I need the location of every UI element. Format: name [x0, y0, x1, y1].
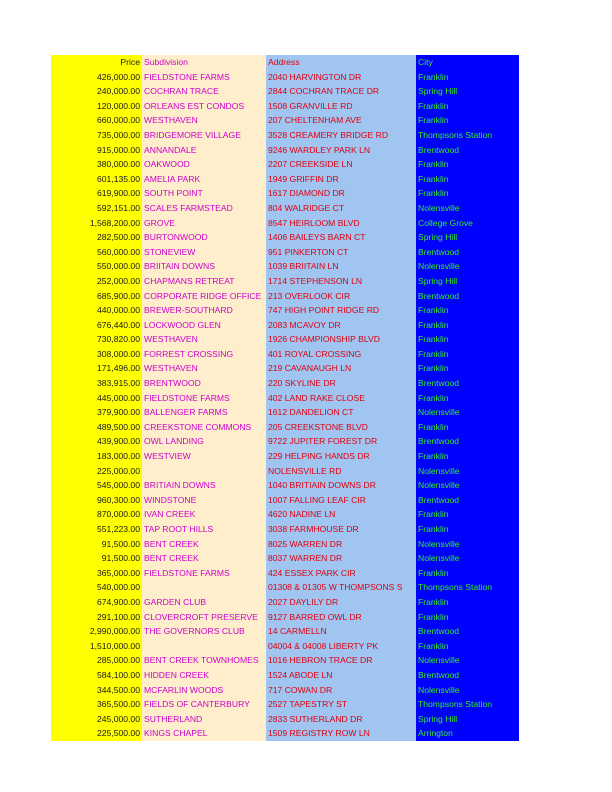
address-cell: 747 HIGH POINT RIDGE RD — [266, 303, 416, 318]
city-cell: Franklin — [416, 332, 519, 347]
subdivision-cell: BRIITAIN DOWNS — [142, 259, 266, 274]
price-cell: 291,100.00 — [51, 610, 142, 625]
address-cell: 1007 FALLING LEAF CIR — [266, 493, 416, 508]
table-row — [51, 610, 519, 625]
address-cell: 9246 WARDLEY PARK LN — [266, 143, 416, 158]
table-row — [51, 245, 519, 260]
city-cell: Nolensville — [416, 683, 519, 698]
address-cell: 1406 BAILEYS BARN CT — [266, 230, 416, 245]
address-cell: 9127 BARRED OWL DR — [266, 610, 416, 625]
subdivision-cell: MCFARLIN WOODS — [142, 683, 266, 698]
header-subdivision: Subdivision — [142, 55, 266, 70]
table-row — [51, 157, 519, 172]
sales-table-body — [51, 55, 519, 741]
subdivision-cell: ANNANDALE — [142, 143, 266, 158]
address-cell: 2833 SUTHERLAND DR — [266, 712, 416, 727]
table-row — [51, 449, 519, 464]
city-cell: Thompsons Station — [416, 580, 519, 595]
address-cell: 2040 HARVINGTON DR — [266, 70, 416, 85]
price-cell: 245,000.00 — [51, 712, 142, 727]
address-cell: 1612 DANDELION CT — [266, 405, 416, 420]
subdivision-cell: STONEVIEW — [142, 245, 266, 260]
price-cell: 676,440.00 — [51, 318, 142, 333]
subdivision-cell: OAKWOOD — [142, 157, 266, 172]
table-row — [51, 537, 519, 552]
table-row — [51, 143, 519, 158]
address-cell: 207 CHELTENHAM AVE — [266, 113, 416, 128]
subdivision-cell: GROVE — [142, 216, 266, 231]
price-cell: 365,500.00 — [51, 697, 142, 712]
subdivision-cell: TAP ROOT HILLS — [142, 522, 266, 537]
table-row — [51, 84, 519, 99]
city-cell: Brentwood — [416, 245, 519, 260]
subdivision-cell: FORREST CROSSING — [142, 347, 266, 362]
table-row — [51, 683, 519, 698]
address-cell: 2083 MCAVOY DR — [266, 318, 416, 333]
price-cell: 426,000.00 — [51, 70, 142, 85]
table-row — [51, 595, 519, 610]
table-row — [51, 566, 519, 581]
city-cell: Brentwood — [416, 289, 519, 304]
address-cell: 220 SKYLINE DR — [266, 376, 416, 391]
price-cell: 960,300.00 — [51, 493, 142, 508]
table-row — [51, 726, 519, 741]
address-cell: 1617 DIAMOND DR — [266, 186, 416, 201]
subdivision-cell: BURTONWOOD — [142, 230, 266, 245]
subdivision-cell — [142, 464, 266, 479]
price-cell: 601,135.00 — [51, 172, 142, 187]
subdivision-cell: CORPORATE RIDGE OFFICE — [142, 289, 266, 304]
address-cell: 1039 BRIITAIN LN — [266, 259, 416, 274]
table-row — [51, 289, 519, 304]
price-cell: 91,500.00 — [51, 551, 142, 566]
price-cell: 592,151.00 — [51, 201, 142, 216]
table-row — [51, 99, 519, 114]
city-cell: Franklin — [416, 420, 519, 435]
subdivision-cell — [142, 639, 266, 654]
address-cell: 3038 FARMHOUSE DR — [266, 522, 416, 537]
city-cell: Franklin — [416, 610, 519, 625]
address-cell: 424 ESSEX PARK CIR — [266, 566, 416, 581]
price-cell: 240,000.00 — [51, 84, 142, 99]
city-cell: Franklin — [416, 522, 519, 537]
price-cell: 540,000.00 — [51, 580, 142, 595]
subdivision-cell: THE GOVERNORS CLUB — [142, 624, 266, 639]
address-cell: 951 PINKERTON CT — [266, 245, 416, 260]
price-cell: 440,000.00 — [51, 303, 142, 318]
address-cell: 9722 JUPITER FOREST DR — [266, 434, 416, 449]
price-cell: 730,820.00 — [51, 332, 142, 347]
subdivision-cell: ORLEANS EST CONDOS — [142, 99, 266, 114]
city-cell: Brentwood — [416, 624, 519, 639]
city-cell: Nolensville — [416, 259, 519, 274]
table-row — [51, 420, 519, 435]
city-cell: Nolensville — [416, 201, 519, 216]
subdivision-cell: BENT CREEK TOWNHOMES — [142, 653, 266, 668]
city-cell: Nolensville — [416, 537, 519, 552]
subdivision-cell: BALLENGER FARMS — [142, 405, 266, 420]
table-row — [51, 70, 519, 85]
price-cell: 735,000.00 — [51, 128, 142, 143]
subdivision-cell: BREWER-SOUTHARD — [142, 303, 266, 318]
price-cell: 285,000.00 — [51, 653, 142, 668]
subdivision-cell: SOUTH POINT — [142, 186, 266, 201]
address-cell: 1524 ABODE LN — [266, 668, 416, 683]
price-cell: 1,568,200.00 — [51, 216, 142, 231]
price-cell: 915,000.00 — [51, 143, 142, 158]
subdivision-cell: AMELIA PARK — [142, 172, 266, 187]
address-cell: 1016 HEBRON TRACE DR — [266, 653, 416, 668]
table-row — [51, 507, 519, 522]
address-cell: 213 OVERLOOK CIR — [266, 289, 416, 304]
address-cell: 1926 CHAMPIONSHIP BLVD — [266, 332, 416, 347]
city-cell: Spring Hill — [416, 84, 519, 99]
address-cell: 804 WALRIDGE CT — [266, 201, 416, 216]
city-cell: Thompsons Station — [416, 128, 519, 143]
price-cell: 685,900.00 — [51, 289, 142, 304]
address-cell: NOLENSVILLE RD — [266, 464, 416, 479]
subdivision-cell: CHAPMANS RETREAT — [142, 274, 266, 289]
address-cell: 8547 HEIRLOOM BLVD — [266, 216, 416, 231]
table-row — [51, 361, 519, 376]
table-row — [51, 274, 519, 289]
city-cell: Franklin — [416, 566, 519, 581]
city-cell: Franklin — [416, 361, 519, 376]
price-cell: 91,500.00 — [51, 537, 142, 552]
address-cell: 205 CREEKSTONE BLVD — [266, 420, 416, 435]
address-cell: 1949 GRIFFIN DR — [266, 172, 416, 187]
table-row — [51, 580, 519, 595]
price-cell: 308,000.00 — [51, 347, 142, 362]
price-cell: 380,000.00 — [51, 157, 142, 172]
city-cell: Franklin — [416, 70, 519, 85]
price-cell: 120,000.00 — [51, 99, 142, 114]
subdivision-cell: KINGS CHAPEL — [142, 726, 266, 741]
address-cell: 8025 WARREN DR — [266, 537, 416, 552]
city-cell: Franklin — [416, 595, 519, 610]
address-cell: 2027 DAYLILY DR — [266, 595, 416, 610]
table-row — [51, 712, 519, 727]
price-cell: 282,500.00 — [51, 230, 142, 245]
price-cell: 2,990,000.00 — [51, 624, 142, 639]
address-cell: 1040 BRITIAIN DOWNS DR — [266, 478, 416, 493]
price-cell: 551,223.00 — [51, 522, 142, 537]
city-cell: Spring Hill — [416, 712, 519, 727]
city-cell: Brentwood — [416, 493, 519, 508]
city-cell: Franklin — [416, 449, 519, 464]
table-row — [51, 653, 519, 668]
table-row — [51, 318, 519, 333]
price-cell: 225,500.00 — [51, 726, 142, 741]
subdivision-cell: OWL LANDING — [142, 434, 266, 449]
price-cell: 550,000.00 — [51, 259, 142, 274]
city-cell: Franklin — [416, 639, 519, 654]
address-cell: 1714 STEPHENSON LN — [266, 274, 416, 289]
price-cell: 1,510,000.00 — [51, 639, 142, 654]
city-cell: Franklin — [416, 391, 519, 406]
price-cell: 545,000.00 — [51, 478, 142, 493]
price-cell: 489,500.00 — [51, 420, 142, 435]
subdivision-cell: COCHRAN TRACE — [142, 84, 266, 99]
table-row — [51, 216, 519, 231]
subdivision-cell: BRIDGEMORE VILLAGE — [142, 128, 266, 143]
subdivision-cell: IVAN CREEK — [142, 507, 266, 522]
city-cell: Franklin — [416, 186, 519, 201]
table-row — [51, 186, 519, 201]
address-cell: 402 LAND RAKE CLOSE — [266, 391, 416, 406]
price-cell: 870,000.00 — [51, 507, 142, 522]
price-cell: 584,100.00 — [51, 668, 142, 683]
city-cell: Arrington — [416, 726, 519, 741]
table-row — [51, 376, 519, 391]
table-row — [51, 522, 519, 537]
address-cell: 2844 COCHRAN TRACE DR — [266, 84, 416, 99]
city-cell: Spring Hill — [416, 230, 519, 245]
address-cell: 1508 GRANVILLE RD — [266, 99, 416, 114]
city-cell: Nolensville — [416, 551, 519, 566]
address-cell: 717 COWAN DR — [266, 683, 416, 698]
table-row — [51, 259, 519, 274]
table-row — [51, 478, 519, 493]
price-cell: 252,000.00 — [51, 274, 142, 289]
price-cell: 660,000.00 — [51, 113, 142, 128]
address-cell: 01308 & 01305 W THOMPSONS S — [266, 580, 416, 595]
city-cell: Brentwood — [416, 434, 519, 449]
city-cell: Spring Hill — [416, 274, 519, 289]
price-cell: 183,000.00 — [51, 449, 142, 464]
price-cell: 344,500.00 — [51, 683, 142, 698]
city-cell: Franklin — [416, 99, 519, 114]
city-cell: Thompsons Station — [416, 697, 519, 712]
subdivision-cell: WINDSTONE — [142, 493, 266, 508]
address-cell: 3528 CREAMERY BRIDGE RD — [266, 128, 416, 143]
table-row — [51, 332, 519, 347]
table-row — [51, 172, 519, 187]
header-row — [51, 55, 519, 70]
address-cell: 04004 & 04008 LIBERTY PK — [266, 639, 416, 654]
city-cell: Franklin — [416, 507, 519, 522]
city-cell: Nolensville — [416, 464, 519, 479]
subdivision-cell: WESTHAVEN — [142, 332, 266, 347]
city-cell: Franklin — [416, 303, 519, 318]
subdivision-cell — [142, 580, 266, 595]
table-row — [51, 493, 519, 508]
city-cell: Brentwood — [416, 376, 519, 391]
table-row — [51, 639, 519, 654]
subdivision-cell: HIDDEN CREEK — [142, 668, 266, 683]
price-cell: 445,000.00 — [51, 391, 142, 406]
subdivision-cell: BRENTWOOD — [142, 376, 266, 391]
price-cell: 560,000.00 — [51, 245, 142, 260]
table-row — [51, 551, 519, 566]
city-cell: Franklin — [416, 347, 519, 362]
address-cell: 229 HELPING HANDS DR — [266, 449, 416, 464]
address-cell: 14 CARMELLN — [266, 624, 416, 639]
subdivision-cell: CLOVERCROFT PRESERVE — [142, 610, 266, 625]
price-cell: 225,000.00 — [51, 464, 142, 479]
table-row — [51, 464, 519, 479]
address-cell: 219 CAVANAUGH LN — [266, 361, 416, 376]
table-row — [51, 434, 519, 449]
price-cell: 439,900.00 — [51, 434, 142, 449]
city-cell: Brentwood — [416, 668, 519, 683]
subdivision-cell: BENT CREEK — [142, 537, 266, 552]
city-cell: Nolensville — [416, 405, 519, 420]
subdivision-cell: FIELDSTONE FARMS — [142, 566, 266, 581]
price-cell: 171,496.00 — [51, 361, 142, 376]
header-city: City — [416, 55, 519, 70]
subdivision-cell: SUTHERLAND — [142, 712, 266, 727]
subdivision-cell: FIELDS OF CANTERBURY — [142, 697, 266, 712]
city-cell: Franklin — [416, 113, 519, 128]
table-row — [51, 113, 519, 128]
subdivision-cell: SCALES FARMSTEAD — [142, 201, 266, 216]
city-cell: Franklin — [416, 318, 519, 333]
table-row — [51, 624, 519, 639]
table-row — [51, 405, 519, 420]
table-row — [51, 697, 519, 712]
table-row — [51, 303, 519, 318]
subdivision-cell: FIELDSTONE FARMS — [142, 391, 266, 406]
city-cell: Nolensville — [416, 653, 519, 668]
header-price: Price — [51, 55, 142, 70]
subdivision-cell: WESTVIEW — [142, 449, 266, 464]
table-row — [51, 230, 519, 245]
address-cell: 401 ROYAL CROSSING — [266, 347, 416, 362]
table-row — [51, 128, 519, 143]
subdivision-cell: FIELDSTONE FARMS — [142, 70, 266, 85]
price-cell: 383,915.00 — [51, 376, 142, 391]
subdivision-cell: GARDEN CLUB — [142, 595, 266, 610]
price-cell: 379,900.00 — [51, 405, 142, 420]
address-cell: 2207 CREEKSIDE LN — [266, 157, 416, 172]
city-cell: College Grove — [416, 216, 519, 231]
price-cell: 365,000.00 — [51, 566, 142, 581]
address-cell: 4620 NADINE LN — [266, 507, 416, 522]
table-row — [51, 347, 519, 362]
subdivision-cell: BENT CREEK — [142, 551, 266, 566]
table-row — [51, 201, 519, 216]
address-cell: 2527 TAPESTRY ST — [266, 697, 416, 712]
address-cell: 1509 REGISTRY ROW LN — [266, 726, 416, 741]
subdivision-cell: LOCKWOOD GLEN — [142, 318, 266, 333]
city-cell: Franklin — [416, 172, 519, 187]
sales-table — [51, 55, 519, 741]
header-address: Address — [266, 55, 416, 70]
price-cell: 619,900.00 — [51, 186, 142, 201]
subdivision-cell: CREEKSTONE COMMONS — [142, 420, 266, 435]
city-cell: Franklin — [416, 157, 519, 172]
city-cell: Brentwood — [416, 143, 519, 158]
table-row — [51, 668, 519, 683]
price-cell: 674,900.00 — [51, 595, 142, 610]
subdivision-cell: WESTHAVEN — [142, 113, 266, 128]
city-cell: Nolensville — [416, 478, 519, 493]
table-row — [51, 391, 519, 406]
address-cell: 8037 WARREN DR — [266, 551, 416, 566]
subdivision-cell: BRITIAIN DOWNS — [142, 478, 266, 493]
subdivision-cell: WESTHAVEN — [142, 361, 266, 376]
